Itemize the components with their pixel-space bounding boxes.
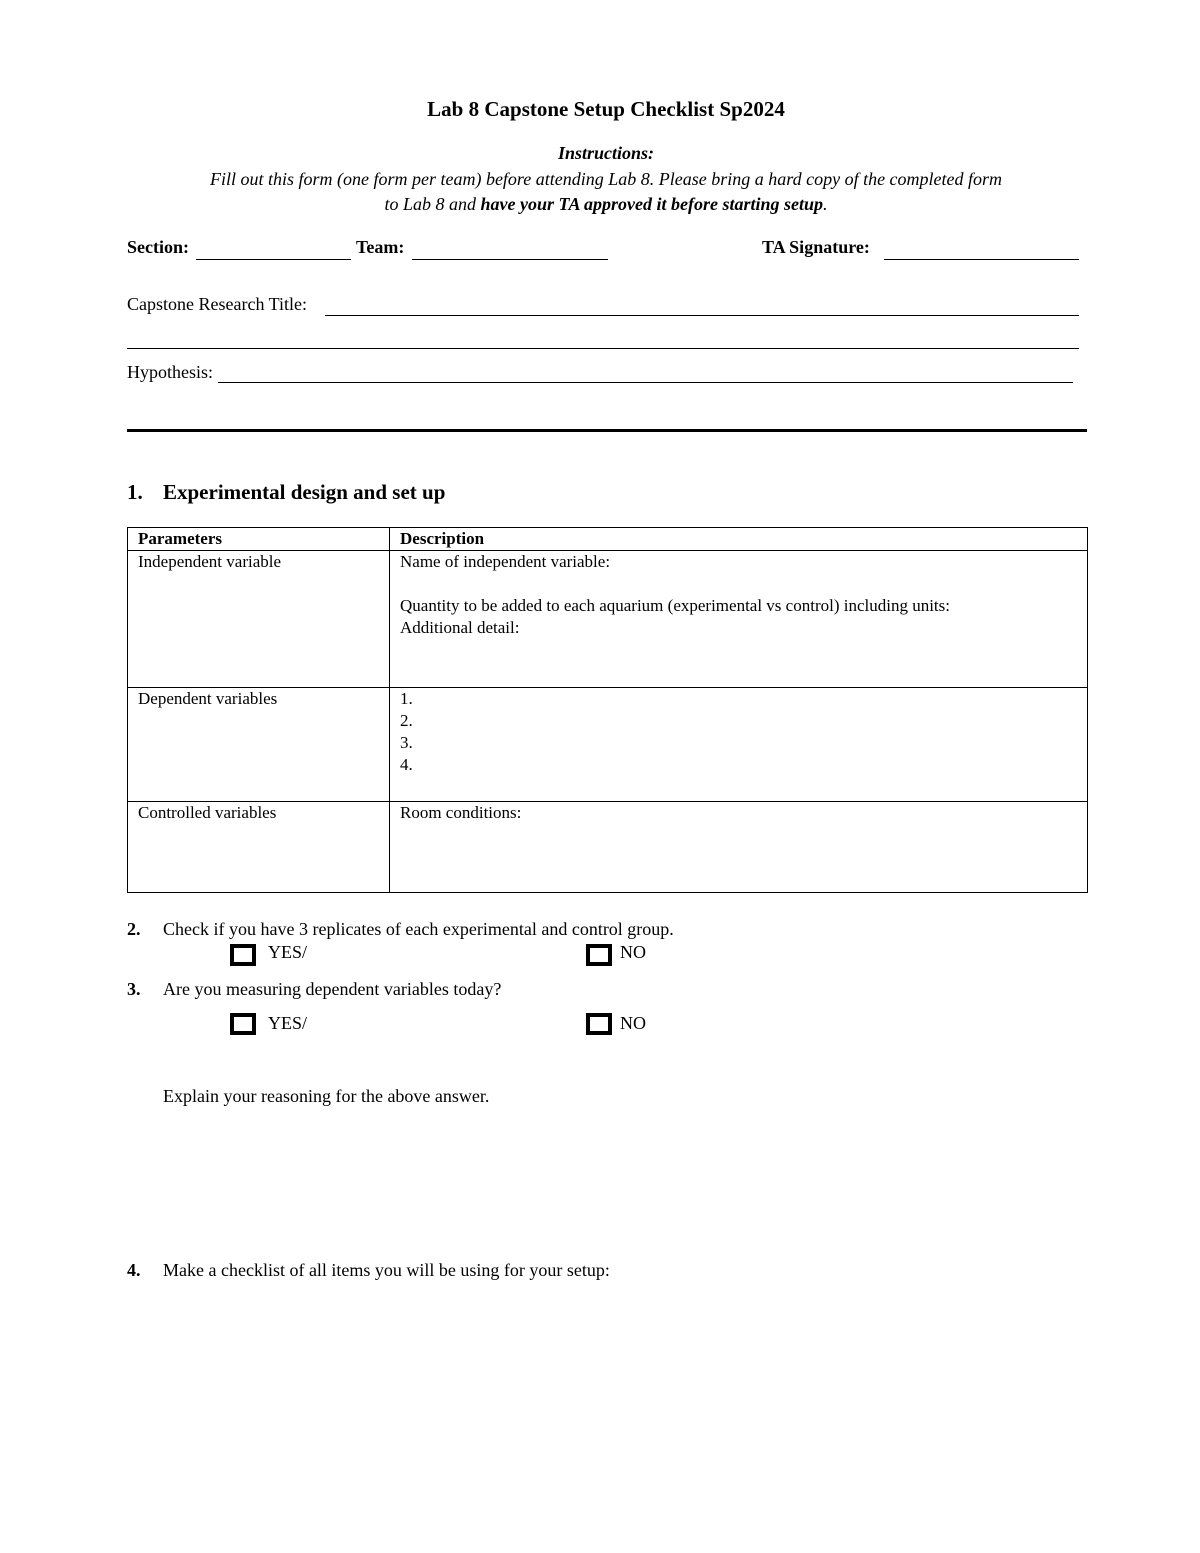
instructions-line-2-end: . (823, 194, 828, 214)
capstone-title-field[interactable] (325, 315, 1079, 316)
instructions-line-2-emphasis: have your TA approved it before starting setup (480, 194, 824, 214)
section-1-title (127, 480, 445, 505)
question-2-number: 2. (127, 919, 141, 939)
question-4-number: 4. (127, 1260, 141, 1280)
no-checkbox[interactable] (586, 944, 612, 966)
description-line: 4. (400, 755, 413, 774)
table-header-description: Description (390, 528, 1088, 551)
section-1-title-text: Experimental design and set up (163, 480, 446, 504)
hypothesis-field[interactable] (218, 382, 1073, 383)
table-cell-description[interactable] (390, 688, 1088, 802)
yes-label: YES/ (268, 942, 308, 962)
table-cell-description[interactable] (390, 802, 1088, 893)
no-label: NO (620, 942, 646, 962)
ta-signature-label: TA Signature: (762, 237, 870, 257)
table-row-independent-variable (128, 551, 1088, 688)
question-4-text: Make a checklist of all items you will be using for your setup: (163, 1260, 610, 1280)
section-label: Section: (127, 237, 189, 257)
question-4 (127, 1260, 1087, 1284)
question-3 (127, 979, 1087, 1003)
instructions-text (120, 167, 1092, 217)
table-cell-parameter: Dependent variables (128, 688, 390, 802)
table-cell-parameter: Controlled variables (128, 802, 390, 893)
table-cell-parameter: Independent variable (128, 551, 390, 688)
instructions-line-2 (120, 192, 1092, 217)
team-field[interactable] (412, 259, 608, 260)
section-1-number: 1. (127, 480, 143, 504)
question-2-text: Check if you have 3 replicates of each experimental and control group. (163, 919, 674, 939)
description-line: Room conditions: (400, 803, 522, 822)
yes-label: YES/ (268, 1013, 308, 1033)
instructions-line-1: Fill out this form (one form per team) before attending Lab 8. Please bring a hard copy of the completed form (209, 169, 1003, 189)
section-field[interactable] (196, 259, 351, 260)
table-row-controlled-variables (128, 802, 1088, 893)
question-2 (127, 919, 1087, 943)
description-line: Additional detail: (400, 618, 520, 637)
explain-prompt: Explain your reasoning for the above answer. (163, 1086, 490, 1106)
no-label: NO (620, 1013, 646, 1033)
description-line: 3. (400, 733, 413, 752)
ta-signature-field[interactable] (884, 259, 1079, 260)
description-line: Name of independent variable: (400, 552, 611, 571)
no-checkbox[interactable] (586, 1013, 612, 1035)
section-divider (127, 429, 1087, 432)
question-3-text: Are you measuring dependent variables today? (163, 979, 502, 999)
question-3-number: 3. (127, 979, 141, 999)
yes-checkbox[interactable] (230, 1013, 256, 1035)
table-header-row (128, 528, 1088, 551)
table-header-parameters: Parameters (128, 528, 390, 551)
description-line: 1. (400, 689, 413, 708)
instructions-heading: Instructions: (557, 143, 655, 163)
table-row-dependent-variables (128, 688, 1088, 802)
table-cell-description[interactable] (390, 551, 1088, 688)
experimental-design-table (127, 527, 1088, 893)
description-line (400, 573, 1077, 595)
instructions-line-2-start: to Lab 8 and (384, 194, 481, 214)
description-line: Quantity to be added to each aquarium (experimental vs control) including units: (400, 596, 950, 615)
page-title: Lab 8 Capstone Setup Checklist Sp2024 (427, 97, 785, 121)
capstone-title-label: Capstone Research Title: (127, 294, 307, 314)
team-label: Team: (356, 237, 405, 257)
hypothesis-label: Hypothesis: (127, 362, 214, 382)
description-line: 2. (400, 711, 413, 730)
capstone-title-field-line-2[interactable] (127, 348, 1079, 349)
yes-checkbox[interactable] (230, 944, 256, 966)
